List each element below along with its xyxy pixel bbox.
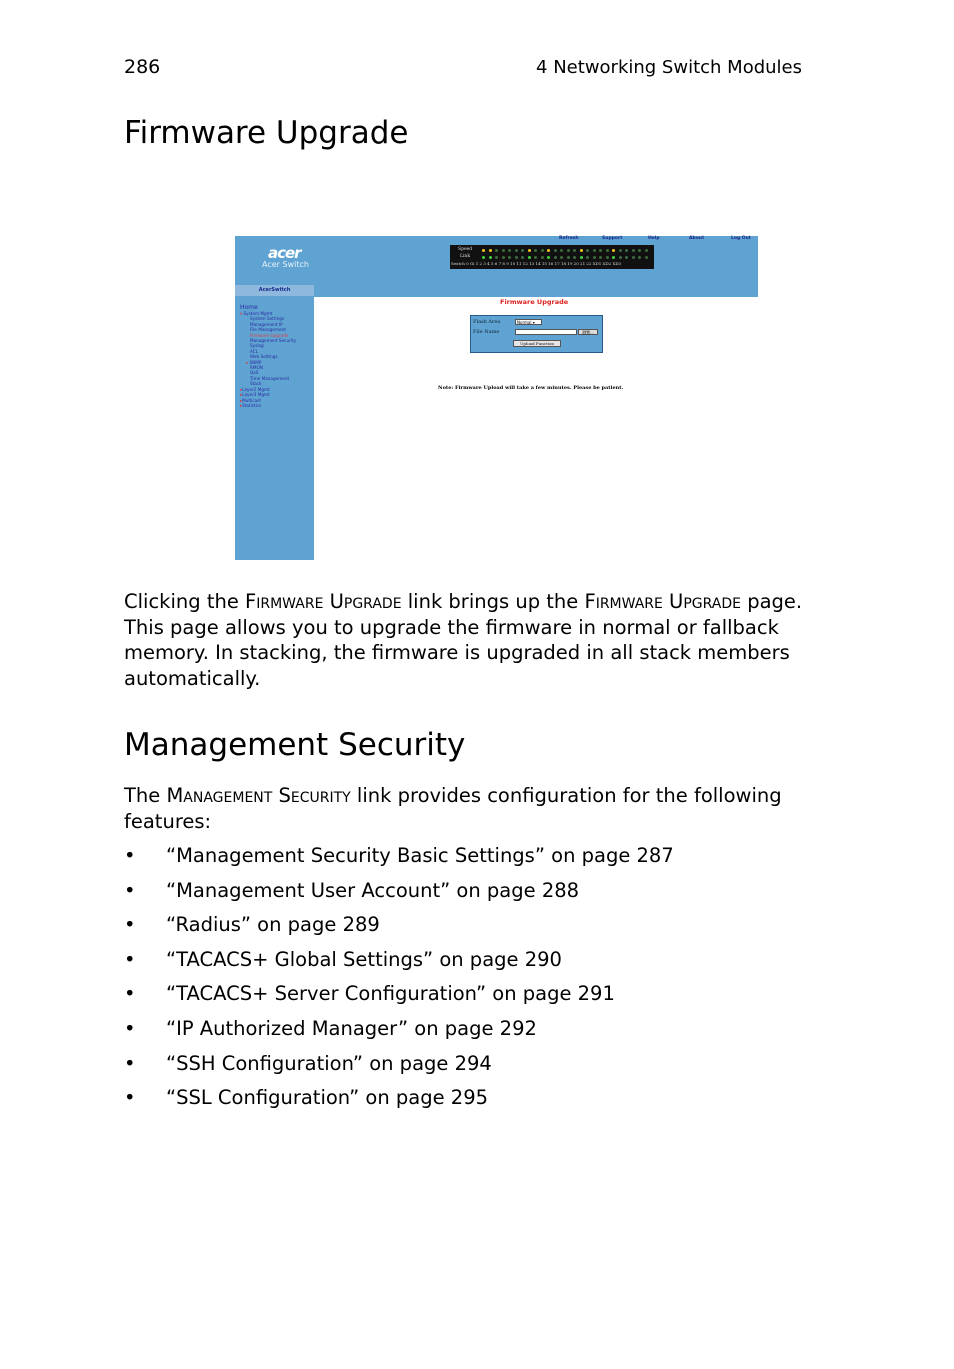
port-led — [573, 256, 576, 259]
para-text: link brings up the — [401, 590, 585, 613]
firmware-upgrade-heading: Firmware Upgrade — [124, 115, 409, 151]
screenshot-nav-tree — [240, 304, 296, 408]
port-led — [632, 256, 635, 259]
file-name-input[interactable] — [515, 329, 577, 335]
port-led — [625, 256, 628, 259]
para-text: Clicking the — [124, 590, 246, 613]
bullet-icon: • — [124, 982, 136, 1006]
nav-snmp-label: SNMP — [249, 359, 262, 365]
screenshot-page-title: Firmware Upgrade — [500, 298, 569, 306]
para-text: link provides configuration for the following features: — [124, 784, 782, 833]
port-led — [528, 249, 531, 252]
port-led — [515, 249, 518, 252]
firmware-upgrade-link-ref: Firmware Upgrade — [245, 590, 402, 613]
feature-list-item — [124, 1084, 674, 1119]
port-led — [541, 256, 544, 259]
port-led — [612, 256, 615, 259]
port-led — [547, 256, 550, 259]
port-led — [508, 256, 511, 259]
nav-layer3-label: Layer3 Mgmt — [242, 392, 270, 398]
port-led — [593, 249, 596, 252]
upload-note: Note: Firmware Upload will take a few minutes. Please be patient. — [438, 385, 624, 391]
bullet-icon: • — [124, 913, 136, 937]
feature-list-item — [124, 980, 674, 1015]
port-led — [567, 256, 570, 259]
port-led — [534, 256, 537, 259]
port-led — [508, 249, 511, 252]
nav-multicast-label: Multicast — [242, 397, 262, 403]
nav-statistics[interactable]: ▸Statistics — [240, 402, 262, 408]
port-led-panel — [450, 245, 654, 269]
flash-area-value: Normal — [517, 320, 532, 325]
port-led — [632, 249, 635, 252]
nav-item[interactable]: Management IP — [250, 321, 283, 327]
bullet-icon: • — [124, 1051, 136, 1075]
feature-reference: “Radius” on page 289 — [166, 913, 380, 937]
screenshot-sidebar — [235, 236, 314, 560]
port-led — [638, 249, 641, 252]
port-led — [625, 249, 628, 252]
nav-item[interactable]: Stack — [250, 381, 262, 387]
help-link[interactable]: Help — [648, 236, 660, 241]
port-led — [482, 256, 485, 259]
feature-reference: “Management Security Basic Settings” on page 287 — [166, 844, 674, 867]
port-led — [495, 256, 498, 259]
port-led — [547, 249, 550, 252]
speed-label: Speed — [458, 247, 473, 252]
support-link[interactable]: Support — [602, 236, 623, 241]
chapter-header: 4 Networking Switch Modules — [536, 57, 802, 78]
port-led — [489, 249, 492, 252]
flash-area-label: Flash Area — [473, 319, 501, 325]
nav-multicast[interactable]: ▸Multicast — [240, 397, 262, 403]
feature-list-item — [124, 911, 674, 946]
port-led — [586, 256, 589, 259]
bullet-icon: • — [124, 1086, 136, 1110]
file-name-label: File Name — [473, 329, 500, 335]
nav-item[interactable]: ACL — [250, 348, 259, 354]
nav-statistics-label: Statistics — [242, 402, 262, 408]
port-led — [593, 256, 596, 259]
link-label: Link — [460, 254, 471, 259]
switch-bar: AcerSwitch — [235, 285, 314, 296]
feature-list — [124, 842, 674, 1119]
acer-logo: acer — [268, 244, 301, 262]
firmware-upgrade-paragraph — [124, 589, 814, 691]
port-led — [638, 256, 641, 259]
para-text: The — [124, 784, 167, 807]
port-led — [489, 256, 492, 259]
feature-list-item — [124, 1050, 674, 1085]
feature-list-item — [124, 1015, 674, 1050]
port-led — [567, 249, 570, 252]
port-led — [599, 249, 602, 252]
port-led — [599, 256, 602, 259]
feature-reference: “SSH Configuration” on page 294 — [166, 1051, 492, 1075]
nav-item-management-security[interactable]: Management Security — [250, 338, 297, 344]
port-led — [606, 249, 609, 252]
port-led — [495, 249, 498, 252]
port-led — [528, 256, 531, 259]
port-led — [619, 249, 622, 252]
feature-reference: “IP Authorized Manager” on page 292 — [166, 1016, 537, 1040]
port-led — [645, 256, 648, 259]
port-led — [580, 249, 583, 252]
port-led — [502, 249, 505, 252]
firmware-upgrade-screenshot — [235, 236, 758, 560]
port-led — [606, 256, 609, 259]
nav-layer2-label: Layer2 Mgmt — [242, 386, 270, 392]
ports-label: Switch 0 Gi 1 2 3 4 5 6 7 8 9 10 11 12 13 14 15 16 17 18 19 20 21 22 XD1 XD2 XD3 — [451, 261, 622, 266]
port-led — [521, 249, 524, 252]
nav-layer3[interactable]: ▸Layer3 Mgmt — [240, 392, 270, 398]
port-led — [534, 249, 537, 252]
management-security-paragraph — [124, 783, 814, 834]
port-led — [560, 249, 563, 252]
management-security-heading: Management Security — [124, 727, 466, 763]
port-led — [645, 249, 648, 252]
nav-system-mgmt[interactable]: ▾ System Mgmt — [240, 311, 273, 316]
nav-item[interactable]: RMON — [250, 365, 263, 371]
management-security-link-ref: Management Security — [166, 784, 351, 807]
nav-item[interactable]: Time Management — [250, 375, 290, 381]
upload-function-button[interactable]: Upload Function — [513, 340, 561, 347]
port-led — [586, 249, 589, 252]
browse-button[interactable]: 瀏覽... — [578, 329, 598, 335]
nav-item[interactable]: File Management — [250, 327, 286, 333]
feature-list-item — [124, 842, 674, 877]
nav-item[interactable]: Syslog — [250, 343, 264, 349]
port-led — [521, 256, 524, 259]
para-text: page. This page allows you to upgrade the firmware in normal or fallback memory. In stacking, the firmware is upgraded in all stack members automatically. — [124, 590, 803, 690]
port-led — [554, 249, 557, 252]
port-led — [554, 256, 557, 259]
about-link[interactable]: About — [689, 236, 705, 241]
port-led — [482, 249, 485, 252]
port-led — [515, 256, 518, 259]
port-led — [580, 256, 583, 259]
port-led — [541, 249, 544, 252]
nav-item[interactable]: System Settings — [250, 316, 285, 322]
port-led — [612, 249, 615, 252]
brand-label: Acer Switch — [262, 260, 309, 269]
feature-reference: “Management User Account” on page 288 — [166, 878, 580, 902]
flash-area-select[interactable]: Normal ▾ — [515, 319, 542, 325]
feature-reference: “TACACS+ Global Settings” on page 290 — [166, 947, 562, 971]
nav-system-mgmt-label: System Mgmt — [243, 311, 273, 316]
port-led — [502, 256, 505, 259]
page-number: 286 — [124, 56, 161, 78]
nav-item[interactable]: Web Settings — [250, 354, 278, 360]
port-led — [560, 256, 563, 259]
feature-reference: “SSL Configuration” on page 295 — [166, 1086, 489, 1110]
nav-item-firmware-upgrade[interactable]: Firmware Upgrade — [250, 332, 289, 338]
nav-item[interactable]: QoS — [250, 370, 259, 376]
refresh-link[interactable]: Refresh — [559, 236, 579, 241]
bullet-icon: • — [124, 1016, 136, 1040]
port-led — [619, 256, 622, 259]
firmware-upload-form — [470, 315, 603, 353]
bullet-icon: • — [124, 947, 136, 971]
nav-snmp[interactable]: ▸ SNMP — [246, 359, 262, 365]
feature-list-item — [124, 946, 674, 981]
nav-home[interactable]: Home — [240, 304, 258, 311]
bullet-icon: • — [124, 844, 136, 867]
logout-link[interactable]: Log Out — [731, 236, 751, 241]
port-led — [573, 249, 576, 252]
firmware-upgrade-page-ref: Firmware Upgrade — [584, 590, 741, 613]
feature-reference: “TACACS+ Server Configuration” on page 291 — [166, 982, 615, 1006]
nav-layer2[interactable]: ▸Layer2 Mgmt — [240, 386, 270, 392]
bullet-icon: • — [124, 878, 136, 902]
feature-list-item — [124, 877, 674, 912]
